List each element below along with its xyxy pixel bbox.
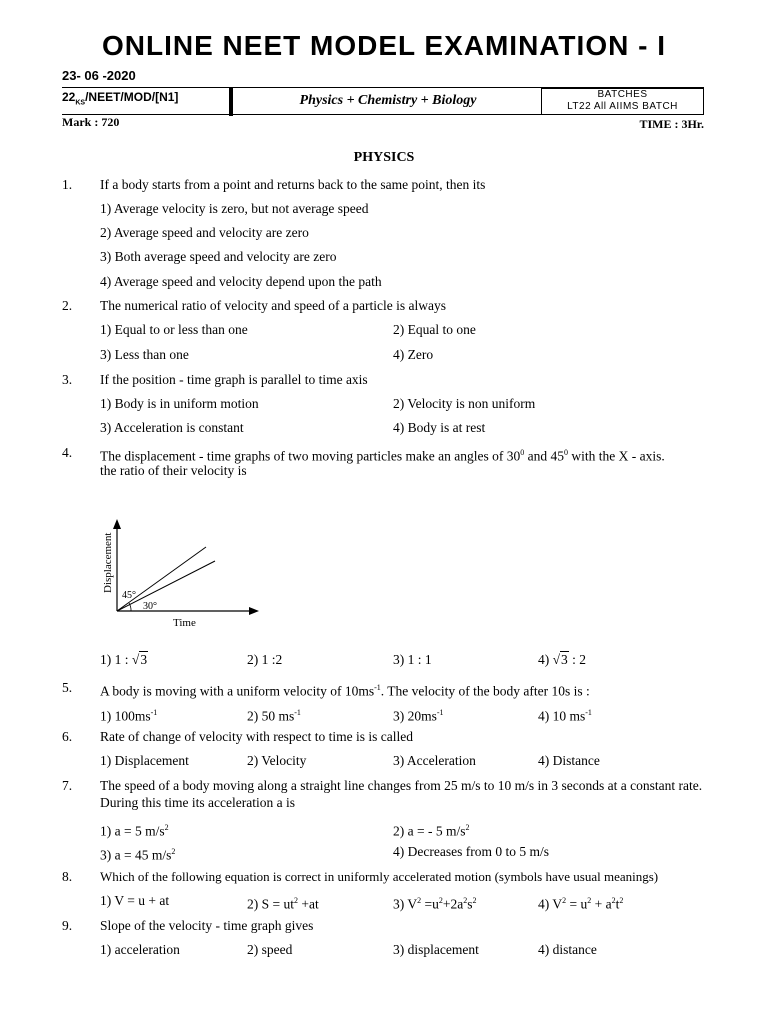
option-number: 1) [100,652,112,667]
batches-label: BATCHES [597,89,648,100]
option [100,704,157,725]
question-number: 1. [62,177,73,192]
y-axis-arrow [113,519,121,529]
code-prefix: 22 [62,90,76,104]
option: 3) Both average speed and velocity are zero [100,249,337,264]
option: 1) 1 : √3 [100,652,148,667]
question-number: 2. [62,298,73,313]
option: 4) Decreases from 0 to 5 m/s [393,844,549,859]
option [100,843,175,864]
question-number: 5. [62,680,73,695]
option: 2) Velocity [247,753,307,768]
option: 2) Average speed and velocity are zero [100,225,309,240]
batch-name: LT22 All AIIMS BATCH [567,101,678,112]
question-text: If a body starts from a point and returns back to the same point, then its [100,177,486,192]
option: 2) Velocity is non uniform [393,396,536,411]
exam-time: TIME : 3Hr. [639,117,704,131]
question-number: 6. [62,729,73,744]
superscript: 2 [463,896,468,905]
code-sub: KS [75,99,86,107]
option-number: 4) [538,652,550,667]
exam-title: ONLINE NEET MODEL EXAMINATION - I [102,30,666,61]
question-number: 8. [62,869,73,884]
option-text: 3) 20ms [393,708,437,724]
option: 1) V = u + at [100,893,170,908]
angle-label-30: 30° [143,601,157,612]
option [538,704,592,725]
option-text: 1 : [114,652,132,667]
option-text: 1) 100ms [100,708,151,724]
question-number: 3. [62,372,73,387]
text-part: A body is moving with a uniform velocity of 10ms [100,683,375,699]
superscript: 2 [417,896,422,905]
option-text: =u [421,896,439,912]
superscript: 2 [465,823,470,832]
option-text: +at [298,896,319,912]
option-text: 1) a = 5 m/s [100,823,165,839]
option [247,892,319,913]
option-text: 2) a = - 5 m/s [393,823,466,839]
section-title: PHYSICS [353,150,415,165]
header-divider [229,88,233,116]
x-axis-label: Time [173,617,196,629]
text-part: and 45 [524,448,565,464]
option: 3) Acceleration is constant [100,420,244,435]
text-part: The displacement - time graphs of two moving particles make an angles of 30 [100,448,521,464]
option: 3) Less than one [100,347,189,362]
radicand: 3 [140,652,148,667]
total-marks: Mark : 720 [62,115,120,129]
subjects: Physics + Chemistry + Biology [299,93,477,108]
question-text-line2: the ratio of their velocity is [100,463,247,478]
code-rest: /NEET/MOD/[N1] [85,90,179,104]
option-text: 3) V [393,896,418,912]
option [247,704,301,725]
option-text: +2a [442,896,464,912]
question-text: If the position - time graph is parallel to time axis [100,372,368,387]
option: 3) 1 : 1 [393,652,432,667]
superscript: 2 [171,847,176,856]
option: 1) Body is in uniform motion [100,396,259,411]
question-text: The numerical ratio of velocity and speed of a particle is always [100,298,446,313]
superscript: -1 [150,708,158,717]
question-text: Rate of change of velocity with respect to time is is called [100,729,414,744]
superscript: 2 [438,896,443,905]
option-text: t [615,896,620,912]
option-text: 4) V [538,896,563,912]
exam-code [62,90,178,106]
exam-date: 23- 06 -2020 [62,68,136,83]
superscript: 2 [164,823,169,832]
option: 2) 1 :2 [247,652,283,667]
superscript: 2 [587,896,592,905]
superscript: 2 [562,896,567,905]
angle-label-45: 45° [122,590,136,601]
displacement-time-graph [95,515,275,635]
option [393,892,477,913]
option-text: 2) S = ut [247,896,294,912]
question-number: 4. [62,445,73,460]
line-30deg [117,561,215,611]
option-text: 2) 50 ms [247,708,295,724]
option: 1) Displacement [100,753,189,768]
radicand: 3 [561,652,568,667]
option: 4) Distance [538,753,600,768]
superscript: 2 [619,896,624,905]
question-text: Which of the following equation is correct in uniformly accelerated motion (symbols have usual meanings) [100,869,659,884]
option-text: + a [591,896,612,912]
option-text: 3) a = 45 m/s [100,847,172,863]
option [100,819,169,840]
superscript: -1 [436,708,444,717]
option-text: = u [566,896,588,912]
option: 2) speed [247,942,293,957]
option: 1) acceleration [100,942,180,957]
option: 1) Average velocity is zero, but not average speed [100,201,369,216]
text-part: with the X - axis. [568,448,665,464]
line-45deg [117,547,206,611]
text-part: . The velocity of the body after 10s is : [380,683,590,699]
option: 1) Equal to or less than one [100,322,248,337]
superscript: 2 [611,896,616,905]
x-axis-arrow [249,607,259,615]
question-number: 9. [62,918,73,933]
option: 4) Average speed and velocity depend upon the path [100,274,382,289]
option [393,704,444,725]
superscript: 0 [520,448,525,457]
superscript: 2 [294,896,298,905]
superscript: -1 [294,708,301,717]
option: 3) Acceleration [393,753,476,768]
question-text: Slope of the velocity - time graph gives [100,918,314,933]
option-text: 4) 10 ms [538,708,586,724]
question-number: 7. [62,778,73,793]
option [538,892,623,913]
question-text: The speed of a body moving along a straight line changes from 25 m/s to 10 m/s in 3 seconds at a constant rate. During this time its acceleration a is [100,778,703,810]
question-text [100,679,590,700]
option-text: : 2 [568,652,587,667]
superscript: -1 [585,708,592,717]
batch-box [541,88,704,115]
option [393,819,469,840]
y-axis-label: Displacement [102,532,114,593]
option: 2) Equal to one [393,322,476,337]
option: 3) displacement [393,942,479,957]
option-text: s [467,896,473,912]
option: 4) Zero [393,347,434,362]
superscript: 0 [564,448,569,457]
superscript: 2 [472,896,477,905]
option: 4) Body is at rest [393,420,486,435]
option: 4) √3 : 2 [538,652,587,667]
superscript: -1 [374,683,381,692]
option: 4) distance [538,942,597,957]
